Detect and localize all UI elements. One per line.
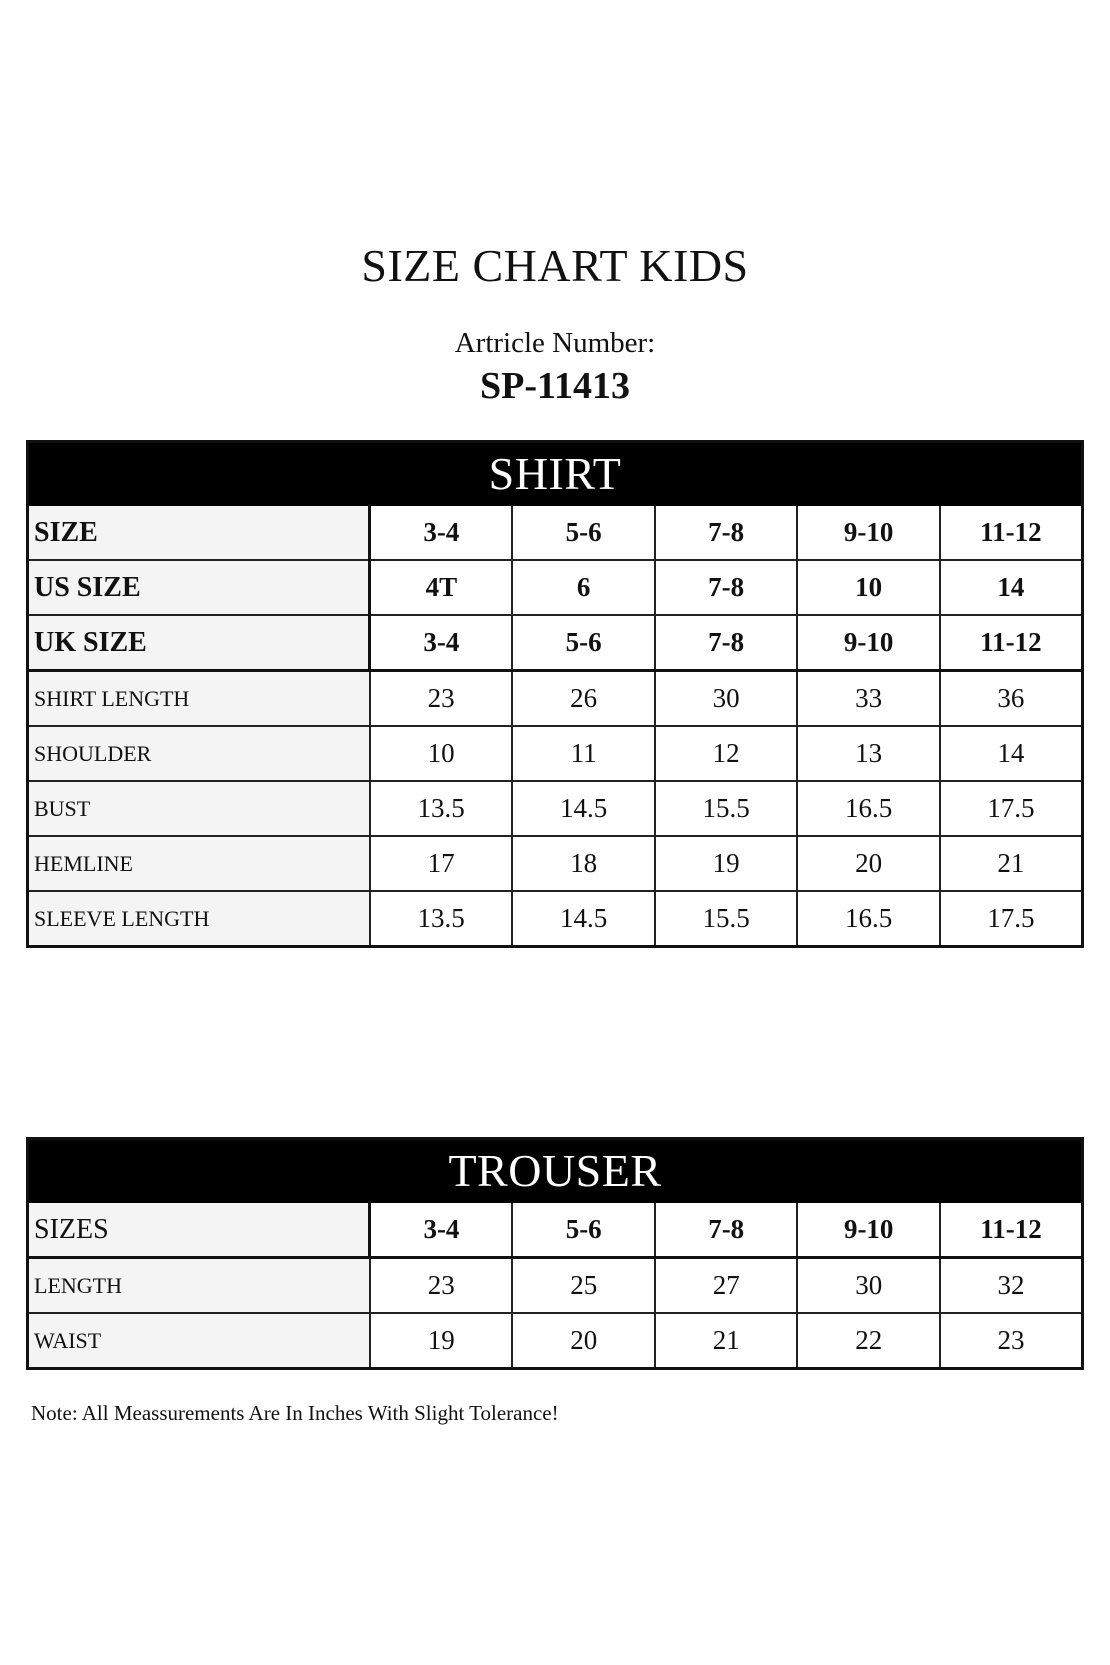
table-cell: 3-4 bbox=[370, 615, 512, 671]
table-cell: 5-6 bbox=[512, 615, 654, 671]
table-cell: 11-12 bbox=[940, 505, 1083, 560]
row-label: SIZES bbox=[28, 1202, 370, 1258]
table-cell: 36 bbox=[940, 671, 1083, 727]
trouser-row-length bbox=[28, 1258, 1083, 1314]
table-cell: 13 bbox=[797, 726, 939, 781]
table-cell: 9-10 bbox=[797, 1202, 940, 1258]
table-cell: 6 bbox=[512, 560, 654, 615]
trouser-size-table bbox=[26, 1137, 1084, 1370]
article-number-value: SP-11413 bbox=[480, 365, 630, 407]
table-cell: 14.5 bbox=[512, 781, 654, 836]
row-label: UK SIZE bbox=[28, 615, 370, 671]
table-cell: 20 bbox=[797, 836, 939, 891]
table-cell: 4T bbox=[370, 560, 512, 615]
table-cell: 20 bbox=[512, 1313, 655, 1369]
table-cell: 7-8 bbox=[655, 615, 797, 671]
shirt-table-header bbox=[28, 442, 1083, 506]
table-cell: 19 bbox=[655, 836, 797, 891]
row-label: BUST bbox=[28, 781, 370, 836]
table-cell: 7-8 bbox=[655, 1202, 798, 1258]
table-cell: 26 bbox=[512, 671, 654, 727]
row-label: SLEEVE LENGTH bbox=[28, 891, 370, 947]
measurement-note: Note: All Meassurements Are In Inches With Slight Tolerance! bbox=[31, 1401, 559, 1425]
article-number-label: Artricle Number: bbox=[454, 327, 656, 359]
table-cell: 7-8 bbox=[655, 560, 797, 615]
table-cell: 14.5 bbox=[512, 891, 654, 947]
shirt-row-hemline bbox=[28, 836, 1083, 891]
shirt-row-sleeve-length bbox=[28, 891, 1083, 947]
table-cell: 15.5 bbox=[655, 891, 797, 947]
shirt-row-shoulder bbox=[28, 726, 1083, 781]
table-cell: 27 bbox=[655, 1258, 798, 1314]
table-cell: 18 bbox=[512, 836, 654, 891]
row-label: SHIRT LENGTH bbox=[28, 671, 370, 727]
shirt-heading: SHIRT bbox=[28, 442, 1083, 506]
table-cell: 7-8 bbox=[655, 505, 797, 560]
shirt-row-size bbox=[28, 505, 1083, 560]
table-cell: 25 bbox=[512, 1258, 655, 1314]
table-cell: 10 bbox=[370, 726, 512, 781]
table-cell: 19 bbox=[370, 1313, 513, 1369]
table-cell: 3-4 bbox=[370, 505, 512, 560]
row-label: SHOULDER bbox=[28, 726, 370, 781]
row-label: WAIST bbox=[28, 1313, 370, 1369]
table-cell: 17.5 bbox=[940, 891, 1083, 947]
shirt-size-table bbox=[26, 440, 1084, 948]
table-cell: 5-6 bbox=[512, 1202, 655, 1258]
table-cell: 11 bbox=[512, 726, 654, 781]
table-cell: 9-10 bbox=[797, 505, 939, 560]
table-cell: 17.5 bbox=[940, 781, 1083, 836]
table-cell: 10 bbox=[797, 560, 939, 615]
row-label: SIZE bbox=[28, 505, 370, 560]
table-cell: 30 bbox=[655, 671, 797, 727]
table-cell: 15.5 bbox=[655, 781, 797, 836]
shirt-row-us-size bbox=[28, 560, 1083, 615]
table-cell: 3-4 bbox=[370, 1202, 513, 1258]
table-cell: 16.5 bbox=[797, 781, 939, 836]
row-label: LENGTH bbox=[28, 1258, 370, 1314]
table-cell: 21 bbox=[655, 1313, 798, 1369]
trouser-heading: TROUSER bbox=[28, 1139, 1083, 1203]
trouser-row-waist bbox=[28, 1313, 1083, 1369]
trouser-row-sizes bbox=[28, 1202, 1083, 1258]
table-cell: 21 bbox=[940, 836, 1083, 891]
table-cell: 23 bbox=[370, 1258, 513, 1314]
table-cell: 16.5 bbox=[797, 891, 939, 947]
table-cell: 23 bbox=[370, 671, 512, 727]
table-cell: 32 bbox=[940, 1258, 1083, 1314]
table-cell: 9-10 bbox=[797, 615, 939, 671]
table-cell: 12 bbox=[655, 726, 797, 781]
table-cell: 13.5 bbox=[370, 781, 512, 836]
table-cell: 30 bbox=[797, 1258, 940, 1314]
table-cell: 13.5 bbox=[370, 891, 512, 947]
shirt-row-uk-size bbox=[28, 615, 1083, 671]
table-cell: 23 bbox=[940, 1313, 1083, 1369]
shirt-row-bust bbox=[28, 781, 1083, 836]
shirt-row-shirt-length bbox=[28, 671, 1083, 727]
table-cell: 22 bbox=[797, 1313, 940, 1369]
table-cell: 5-6 bbox=[512, 505, 654, 560]
table-cell: 11-12 bbox=[940, 615, 1083, 671]
page-title: SIZE CHART KIDS bbox=[361, 240, 749, 291]
row-label: US SIZE bbox=[28, 560, 370, 615]
table-cell: 33 bbox=[797, 671, 939, 727]
table-cell: 14 bbox=[940, 726, 1083, 781]
table-cell: 17 bbox=[370, 836, 512, 891]
table-cell: 11-12 bbox=[940, 1202, 1083, 1258]
table-cell: 14 bbox=[940, 560, 1083, 615]
row-label: HEMLINE bbox=[28, 836, 370, 891]
trouser-table-header bbox=[28, 1139, 1083, 1203]
